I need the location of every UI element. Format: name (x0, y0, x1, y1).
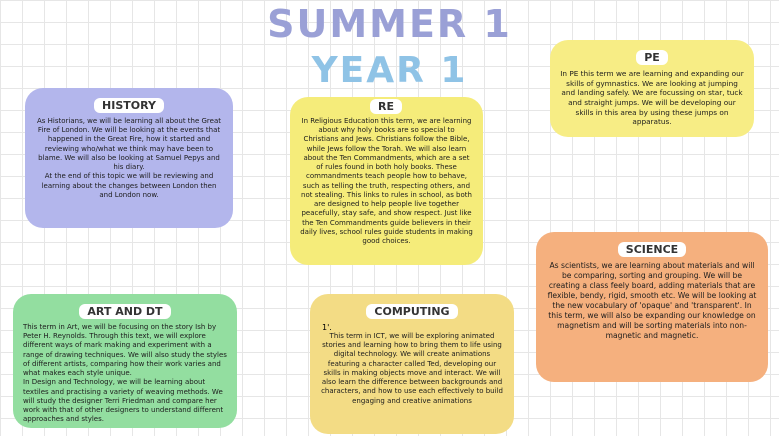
science-card (536, 232, 768, 382)
page-subtitle: YEAR 1 (311, 50, 468, 91)
re-heading: RE (370, 99, 402, 114)
page-title: SUMMER 1 (267, 2, 512, 46)
computing-marker: 1'. (322, 323, 332, 332)
history-card (25, 88, 233, 228)
history-heading: HISTORY (94, 98, 164, 113)
computing-heading: COMPUTING (366, 304, 457, 319)
art-dt-heading: ART AND DT (79, 304, 170, 319)
science-text: As scientists, we are learning about materials and will be comparing, sorting and grouping. We will be creating a class feely board, adding materials that are flexible, bendy, rigid, smooth etc. We will be looking at the new vocabulary of 'opaque' and 'transparent'. In this term, we will also be expanding our knowledge on magnetism and will be sorting materials into non-magnetic and magnetic. (547, 261, 757, 341)
pe-heading: PE (636, 50, 668, 65)
science-heading: SCIENCE (618, 242, 686, 257)
pe-card (550, 40, 754, 137)
pe-text: In PE this term we are learning and expanding our skills of gymnastics. We are looking at jumping and landing safely. We are focussing on star, tuck and straight jumps. We will be developing our skills in this area by using these jumps on apparatus. (560, 69, 744, 127)
re-card (290, 97, 483, 265)
computing-text: This term in ICT, we will be exploring animated stories and learning how to bring them to life using digital technology. We will create animations featuring a character called Ted, developing our skills in making objects move and interact. We will also learn the difference between backgrounds and characters, and how to use each effectively to build engaging and creative animations (321, 332, 503, 405)
re-text: In Religious Education this term, we are learning about why holy books are so special to Christians and Jews. Christians follow the Bible, while Jews follow the Torah. We will also learn about the Ten Commandments, which are a set of rules found in both holy books. These commandments teach people how to behave, such as telling the truth, respecting others, and not stealing. This links to rules in school, as both are designed to help people live together peacefully, stay safe, and show respect. Just like the Ten Commandments guide believers in their daily lives, school rules guide students in making good choices. (300, 117, 473, 246)
history-text: As Historians, we will be learning all about the Great Fire of London. We will be looking at the events that happened in the Great Fire, how it started and reviewing who/what we think may have been to blame. We will also be looking at Samuel Pepys and his diary. At the end of this topic we will be reviewing and learning about the changes between London then and London now. (36, 117, 222, 199)
computing-card (310, 294, 514, 434)
art-dt-card (13, 294, 237, 428)
art-dt-text: This term in Art, we will be focusing on the story Ish by Peter H. Reynolds. Through this text, we will explore different ways of mark making and experiment with a range of drawing techniques. We will also study the styles of different artists, comparing how their work varies and what makes each style unique. In Design and Technology, we will be learning about textiles and practising a variety of weaving methods. We will study the designer Terri Friedman and compare her work with that of other designers to understand different approaches and styles. (23, 323, 227, 424)
